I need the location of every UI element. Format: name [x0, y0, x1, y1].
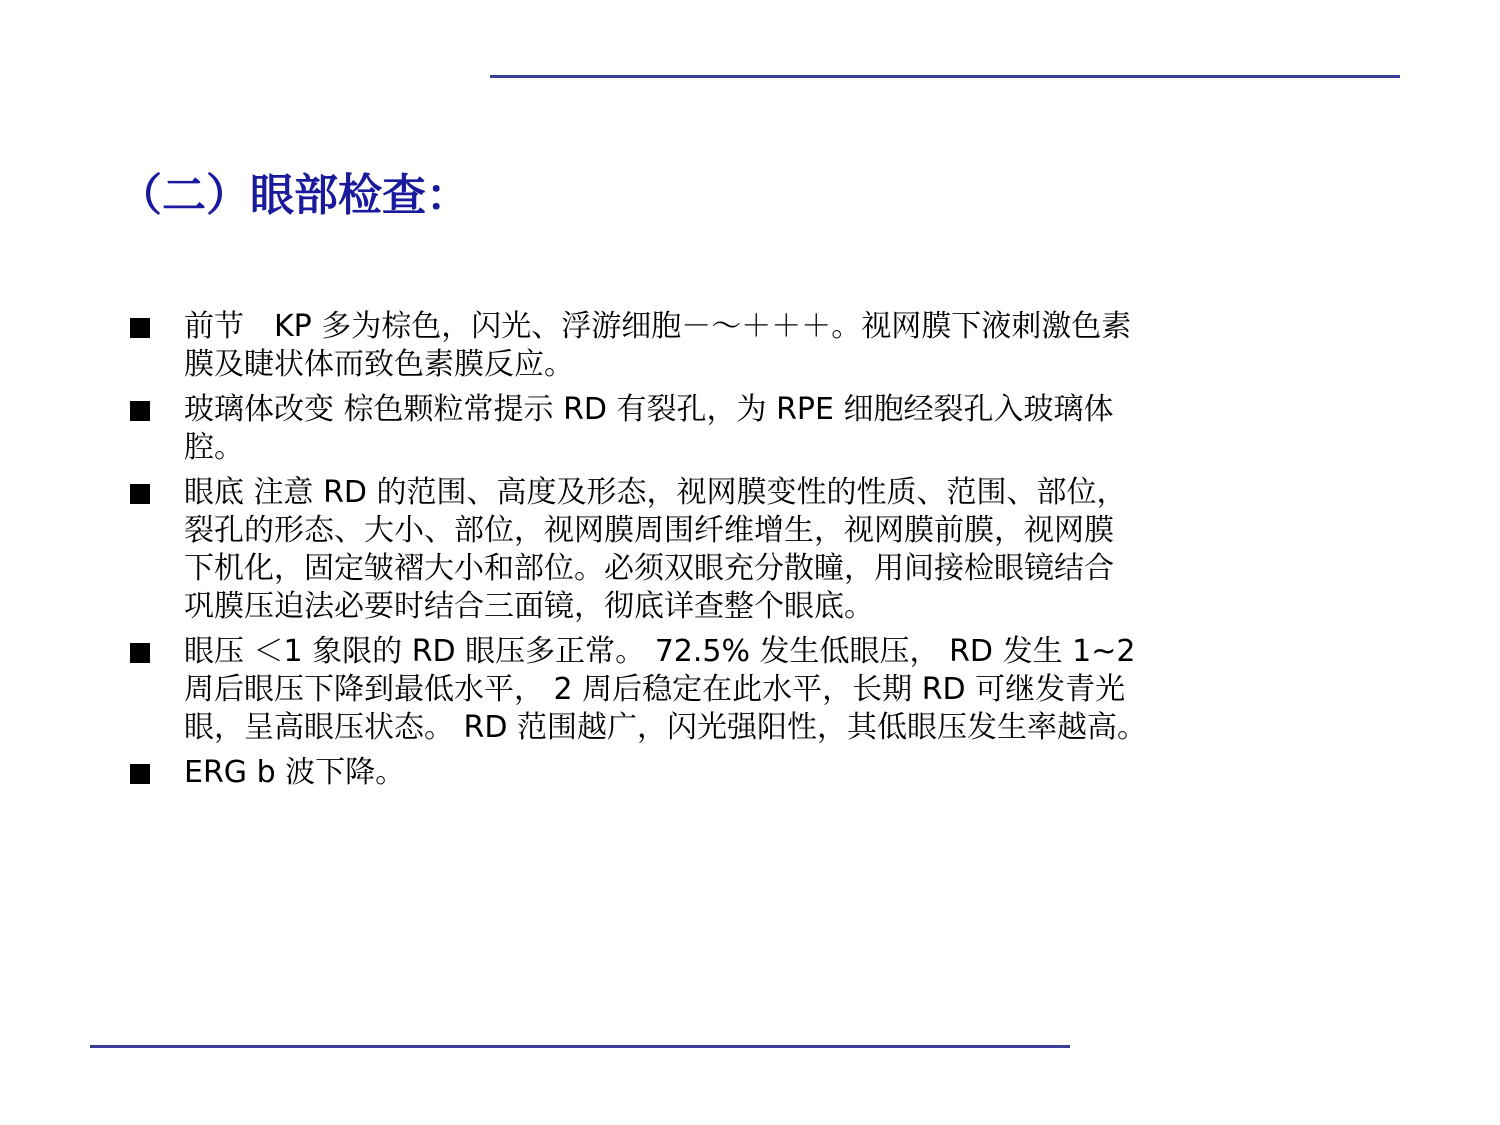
- bullet-line: 前节 KP 多为棕色，闪光、浮游细胞－～＋＋＋。视网膜下液刺激色素: [184, 309, 1132, 344]
- bullet-line: 腔。: [184, 430, 244, 465]
- bullet-item-fundus: [130, 474, 1390, 626]
- square-bullet-icon: [130, 318, 150, 338]
- bottom-divider: [90, 1045, 1070, 1048]
- slide-title: （二）眼部检查：: [118, 170, 470, 221]
- bullet-line: 周后眼压下降到最低水平， 2 周后稳定在此水平，长期 RD 可继发青光: [184, 672, 1126, 707]
- bullet-text: [184, 633, 1390, 747]
- bullet-line: 膜及睫状体而致色素膜反应。: [184, 347, 574, 382]
- bullet-line: ERG b 波下降。: [184, 755, 406, 790]
- top-divider: [490, 75, 1400, 78]
- square-bullet-icon: [130, 401, 150, 421]
- bullet-text: [184, 308, 1390, 384]
- bullet-line: 眼，呈高眼压状态。 RD 范围越广，闪光强阳性，其低眼压发生率越高。: [184, 710, 1148, 745]
- bullet-text: [184, 754, 1390, 792]
- square-bullet-icon: [130, 643, 150, 663]
- bullet-text: [184, 474, 1390, 626]
- bullet-item-intraocular-pressure: [130, 633, 1390, 747]
- bullet-item-anterior-segment: [130, 308, 1390, 384]
- bullet-line: 眼压 ＜1 象限的 RD 眼压多正常。 72.5% 发生低眼压， RD 发生 1~2: [184, 634, 1136, 669]
- bullet-item-erg: [130, 754, 1390, 792]
- bullet-list: [130, 308, 1390, 799]
- bullet-text: [184, 391, 1390, 467]
- bullet-line: 玻璃体改变 棕色颗粒常提示 RD 有裂孔，为 RPE 细胞经裂孔入玻璃体: [184, 392, 1114, 427]
- bullet-item-vitreous: [130, 391, 1390, 467]
- bullet-line: 眼底 注意 RD 的范围、高度及形态，视网膜变性的性质、范围、部位，: [184, 475, 1127, 510]
- square-bullet-icon: [130, 764, 150, 784]
- bullet-line: 裂孔的形态、大小、部位，视网膜周围纤维增生，视网膜前膜，视网膜: [184, 513, 1114, 548]
- square-bullet-icon: [130, 484, 150, 504]
- bullet-line: 下机化，固定皱褶大小和部位。必须双眼充分散瞳，用间接检眼镜结合: [184, 551, 1114, 586]
- bullet-line: 巩膜压迫法必要时结合三面镜，彻底详查整个眼底。: [184, 589, 874, 624]
